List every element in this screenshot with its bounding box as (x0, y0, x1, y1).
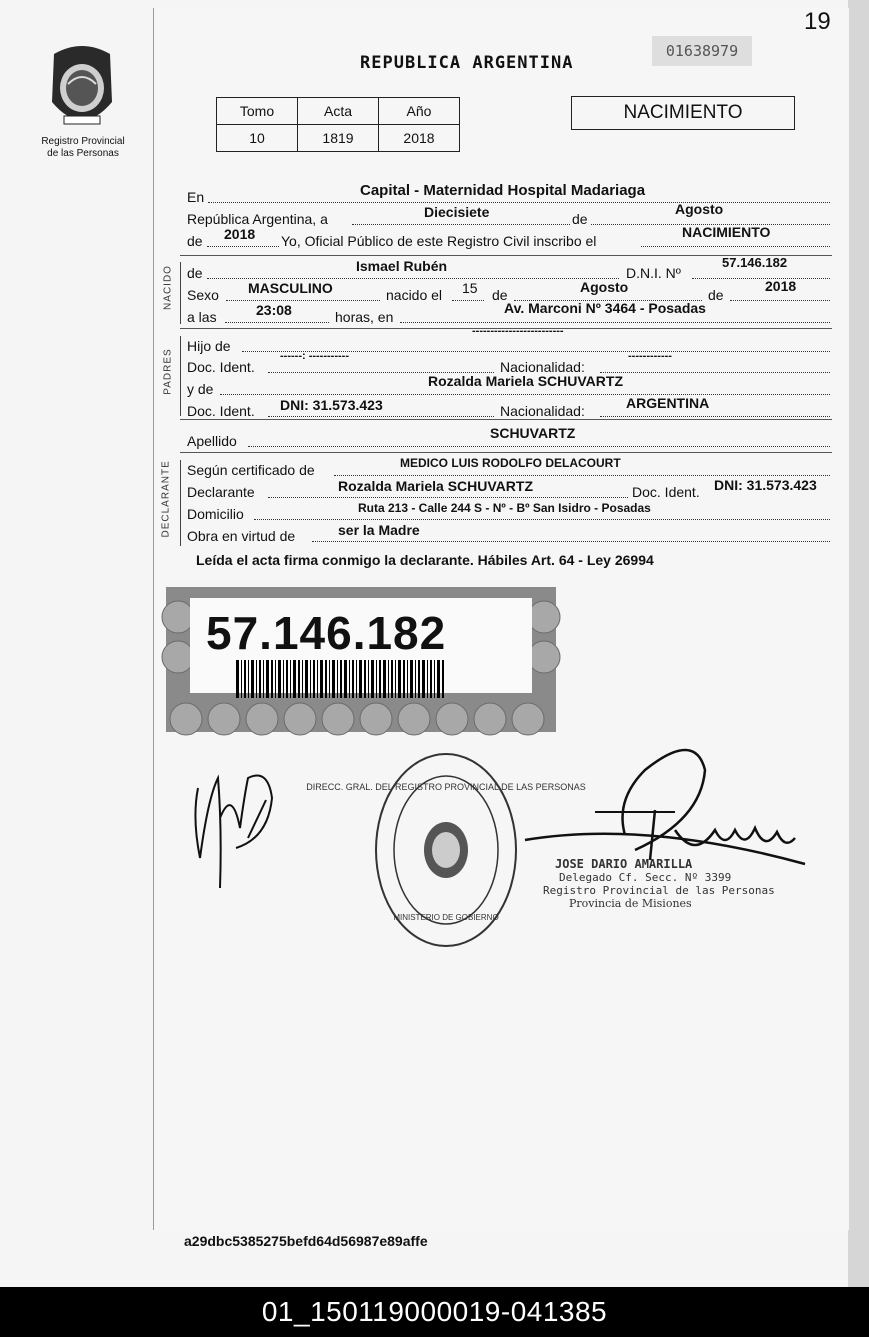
domicilio-value: Ruta 213 - Calle 244 S - Nº - Bº San Isidro - Posadas (358, 501, 651, 515)
padres-side-label: PADRES (162, 348, 174, 395)
dni-number: 57.146.182 (206, 607, 447, 659)
official-name: JOSE DARIO AMARILLA (555, 857, 693, 871)
child-name: Ismael Rubén (356, 258, 448, 274)
yde-label: y de (187, 381, 214, 397)
de-label: de (570, 208, 590, 230)
id-barcode-card (166, 587, 556, 732)
horas-label: horas, en (335, 309, 394, 325)
value-tomo: 10 (217, 125, 298, 152)
section-bracket (180, 336, 181, 416)
nacido-side-label: NACIDO (162, 265, 174, 310)
de-label-year: de (187, 233, 203, 249)
apellido-value: SCHUVARTZ (490, 425, 576, 441)
father-nac-label: Nacionalidad: (500, 359, 585, 375)
day-value: Diecisiete (424, 204, 490, 220)
en-label: En (187, 189, 205, 205)
obra-label: Obra en virtud de (187, 528, 296, 544)
record-type-box: NACIMIENTO (571, 96, 795, 130)
section-rule (180, 452, 832, 453)
official-org: Registro Provincial de las Personas (543, 884, 775, 897)
page-number: 19 (804, 8, 831, 35)
serial-number: 01638979 (652, 36, 752, 66)
registry-label-line2: de las Personas (47, 148, 119, 159)
record-table (216, 97, 460, 152)
value-acta: 1819 (298, 125, 379, 152)
header-ano: Año (379, 98, 460, 125)
de-label-byear: de (708, 287, 724, 303)
birth-day: 15 (462, 280, 478, 296)
mother-name: Rozalda Mariela SCHUVARTZ (428, 373, 623, 389)
father-doc: ------: ----------- (280, 350, 349, 362)
mother-doc-label: Doc. Ident. (187, 403, 255, 419)
declarante-side-label: DECLARANTE (160, 460, 172, 538)
header-tomo: Tomo (217, 98, 298, 125)
nacido-de-label: de (187, 265, 203, 281)
footer-code: 01_150119000019-041385 (0, 1287, 869, 1337)
closing-text: Leída el acta firma conmigo la declarante. Hábiles Art. 64 - Ley 26994 (196, 552, 654, 568)
registry-label-line1: Registro Provincial (41, 136, 125, 147)
birth-year: 2018 (765, 278, 797, 294)
document-title: REPUBLICA ARGENTINA (360, 53, 574, 73)
seal-ring-text: DIRECC. GRAL. DEL REGISTRO PROVINCIAL DE LAS PERSONAS (306, 782, 586, 792)
seal-inner-text: MINISTERIO DE GOBIERNO (393, 913, 499, 922)
section-bracket (180, 460, 181, 546)
father-doc-label: Doc. Ident. (187, 359, 255, 375)
month-value: Agosto (675, 201, 724, 217)
official-block (543, 857, 775, 910)
de-label-month: de (492, 287, 508, 303)
cert-value: MEDICO LUIS RODOLFO DELACOURT (400, 456, 621, 470)
birth-time: 23:08 (256, 302, 292, 318)
section-bracket (180, 262, 181, 324)
year-value: 2018 (224, 226, 256, 242)
mother-doc: DNI: 31.573.423 (280, 397, 383, 413)
birth-month: Agosto (580, 279, 629, 295)
official-seal (306, 750, 586, 950)
yo-text: Yo, Oficial Público de este Registro Civil inscribo el (281, 233, 597, 249)
birth-address: Av. Marconi Nº 3464 - Posadas (504, 300, 706, 316)
declarante-value: Rozalda Mariela SCHUVARTZ (338, 478, 533, 494)
father-name: ------------------------- (472, 325, 564, 337)
domicilio-label: Domicilio (187, 506, 244, 522)
sexo-label: Sexo (187, 287, 219, 303)
hijo-label: Hijo de (187, 338, 231, 354)
apellido-label: Apellido (187, 433, 237, 449)
signature-left (188, 758, 278, 893)
section-rule (180, 419, 832, 420)
obra-value: ser la Madre (338, 522, 420, 538)
barcode-icon (236, 660, 446, 698)
alas-label: a las (187, 309, 217, 325)
declarante-doc: DNI: 31.573.423 (714, 477, 817, 493)
nacido-el-label: nacido el (386, 287, 443, 303)
official-province: Provincia de Misiones (569, 897, 692, 910)
declarante-doc-label: Doc. Ident. (632, 484, 700, 500)
value-ano: 2018 (379, 125, 460, 152)
dni-label: D.N.I. Nº (626, 265, 681, 281)
registry-label (28, 136, 138, 160)
mother-nac-label: Nacionalidad: (500, 403, 585, 419)
child-dni: 57.146.182 (722, 255, 788, 270)
header-acta: Acta (298, 98, 379, 125)
declarante-label: Declarante (187, 484, 255, 500)
act-value: NACIMIENTO (682, 224, 771, 240)
republica-label: República Argentina, a (187, 211, 328, 227)
barcode-panel (190, 598, 532, 693)
sexo-value: MASCULINO (248, 280, 333, 296)
place-value: Capital - Maternidad Hospital Madariaga (360, 182, 646, 199)
cert-label: Según certificado de (187, 462, 315, 478)
province-crest-icon (46, 44, 118, 132)
father-nationality: ------------ (628, 350, 672, 362)
document-hash: a29dbc5385275befd64d56987e89affe (184, 1233, 428, 1249)
mother-nationality: ARGENTINA (626, 395, 710, 411)
official-role: Delegado Cf. Secc. Nº 3399 (559, 871, 732, 884)
